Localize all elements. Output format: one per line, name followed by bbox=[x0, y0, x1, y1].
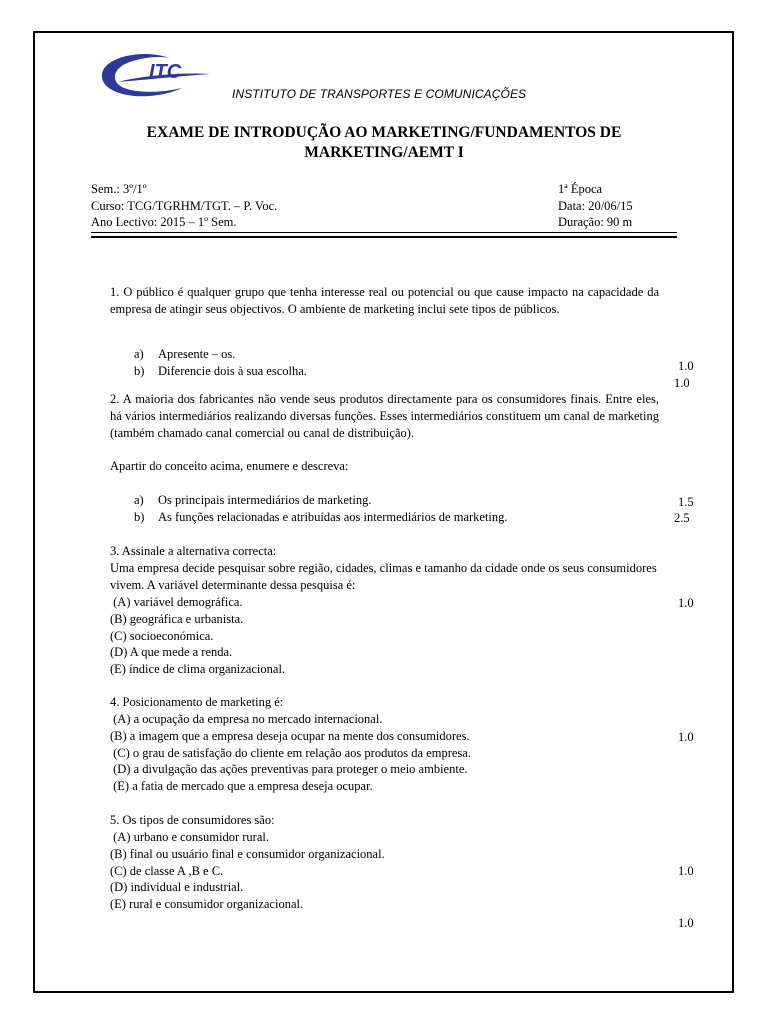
question-4-heading: 4. Posicionamento de marketing é: bbox=[110, 695, 284, 709]
option-c: (C) de classe A ,B e C. bbox=[110, 863, 224, 878]
exam-title-line2: MARKETING/AEMT I bbox=[304, 144, 464, 161]
institute-name: INSTITUTO DE TRANSPORTES E COMUNICAÇÕES bbox=[232, 87, 527, 101]
logo-text: ITC bbox=[149, 61, 182, 83]
meta-duration: Duração: 90 m bbox=[558, 215, 633, 229]
meta-date: Data: 20/06/15 bbox=[558, 198, 633, 213]
option-c: (C) o grau de satisfação do cliente em relação aos produtos da empresa. bbox=[110, 745, 471, 760]
item-label: b) bbox=[134, 510, 145, 524]
item-label: a) bbox=[134, 493, 144, 507]
option-a: (A) urbano e consumidor rural. bbox=[110, 830, 269, 844]
meta-course: Curso: TCG/TGRHM/TGT. – P. Voc. bbox=[91, 198, 278, 213]
option-b: (B) geográfica e urbanista. bbox=[110, 611, 244, 626]
question-2-item-a bbox=[134, 492, 371, 509]
question-1-item-b bbox=[134, 363, 307, 380]
option-d: (D) individual e industrial. bbox=[110, 880, 244, 895]
question-2-item-b bbox=[134, 509, 508, 526]
question-5-options bbox=[110, 829, 385, 913]
header-divider-thin bbox=[91, 232, 677, 233]
option-a: (A) variável demográfica. bbox=[110, 595, 243, 609]
question-2-prompt: Apartir do conceito acima, enumere e descreva: bbox=[110, 459, 349, 473]
question-1-text: 1. O público é qualquer grupo que tenha interesse real ou potencial ou que cause impacto na capacidade da empresa de atingir seus objectivos. O ambiente de marketing inclui sete tipos de públicos. bbox=[110, 285, 659, 316]
option-e: (E) rural e consumidor organizacional. bbox=[110, 897, 304, 912]
item-label: a) bbox=[134, 347, 144, 361]
score-q2-a: 1.5 bbox=[678, 495, 694, 509]
item-text: As funções relacionadas e atribuídas aos intermediários de marketing. bbox=[158, 510, 508, 524]
score-q3: 1.0 bbox=[678, 596, 694, 610]
score-q2-b: 2.5 bbox=[674, 511, 690, 525]
header-divider-thick bbox=[91, 236, 677, 238]
exam-title-line1: EXAME DE INTRODUÇÃO AO MARKETING/FUNDAMENTOS DE bbox=[146, 124, 622, 141]
question-3-stem: Uma empresa decide pesquisar sobre região, cidades, climas e tamanho da cidade onde os seus consumidores vivem. A variável determinante dessa pesquisa é: bbox=[110, 561, 657, 592]
question-4-options bbox=[110, 711, 471, 795]
question-1-item-a bbox=[134, 346, 235, 363]
option-e: (E) a fatia de mercado que a empresa deseja ocupar. bbox=[110, 779, 373, 794]
score-q5: 1.0 bbox=[678, 864, 694, 878]
exam-title bbox=[60, 123, 708, 163]
question-3-options bbox=[110, 594, 285, 678]
option-a: (A) a ocupação da empresa no mercado internacional. bbox=[110, 712, 383, 726]
option-e: (E) índice de clima organizacional. bbox=[110, 662, 286, 677]
item-text: Apresente – os. bbox=[158, 347, 236, 361]
item-label: b) bbox=[134, 364, 145, 378]
meta-semester: Sem.: 3º/1º bbox=[91, 182, 147, 196]
option-d: (D) a divulgação das ações preventivas para proteger o meio ambiente. bbox=[110, 762, 468, 777]
score-q4: 1.0 bbox=[678, 730, 694, 744]
question-5-heading: 5. Os tipos de consumidores são: bbox=[110, 813, 275, 827]
score-q1-a: 1.0 bbox=[678, 359, 694, 373]
score-q1-b: 1.0 bbox=[674, 376, 690, 390]
meta-year: Ano Lectivo: 2015 – 1º Sem. bbox=[91, 215, 237, 229]
meta-epoch: 1ª Época bbox=[558, 182, 603, 196]
question-3-heading: 3. Assinale a alternativa correcta: bbox=[110, 544, 277, 558]
option-d: (D) A que mede a renda. bbox=[110, 645, 233, 660]
score-final: 1.0 bbox=[678, 916, 694, 930]
question-2-text: 2. A maioria dos fabricantes não vende seus produtos directamente para os consumidores finais. Entre eles, há vários intermediários realizando diversas funções. Esses intermediários constituem um canal de marketing (também chamado canal comercial ou canal de distribuição). bbox=[110, 392, 659, 440]
meta-left bbox=[91, 181, 277, 231]
option-b: (B) final ou usuário final e consumidor organizacional. bbox=[110, 846, 385, 861]
meta-right bbox=[558, 181, 633, 231]
option-c: (C) socioeconómica. bbox=[110, 628, 214, 643]
itc-logo bbox=[100, 52, 212, 104]
item-text: Os principais intermediários de marketing. bbox=[158, 493, 372, 507]
option-b: (B) a imagem que a empresa deseja ocupar na mente dos consumidores. bbox=[110, 728, 470, 743]
item-text: Diferencie dois à sua escolha. bbox=[158, 364, 307, 378]
